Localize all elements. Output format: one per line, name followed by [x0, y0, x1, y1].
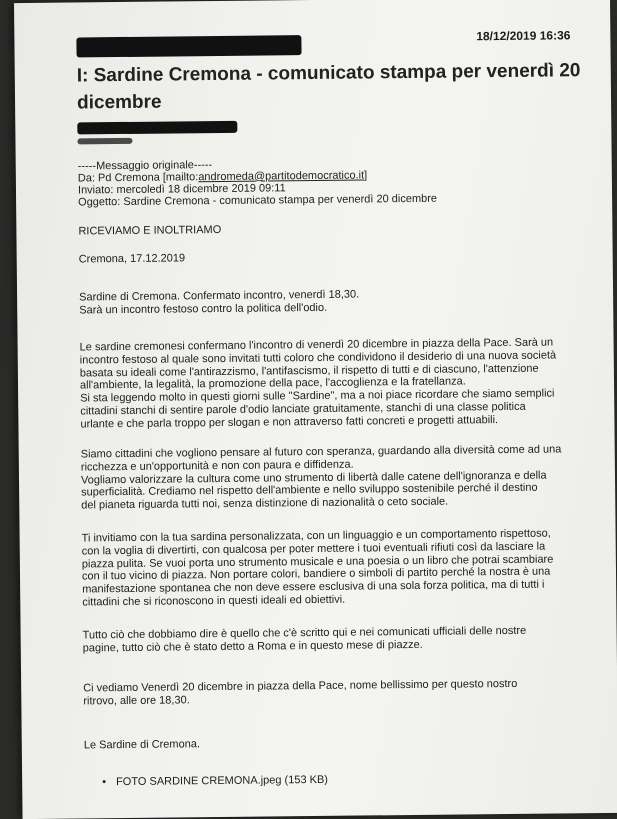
redacted-recipient [77, 121, 237, 135]
paragraph-1: Le sardine cremonesi confermano l'incontro di venerdì 20 dicembre in piazza della Pace. Sarà un incontro festoso al quale sono invitati tutti coloro che condividono il desiderio di una nuova società basata su ideali come l'antirazzismo, l'antifascismo, il rispetto di tutti e di ciascuno, l'attenzione all'ambiente, la legalità, la promozione della pace, l'accoglienza e la fratellanza. Si sta leggendo molto in questi giorni sulle "Sardine", ma a noi piace ricordare che siamo semplici cittadini stanchi di sentire parole d'odio lanciate gratuitamente, stanchi di una classe politica urlante e che parla troppo per slogan e non attraverso fatti concreti e progetti attuabili. [79, 336, 557, 431]
separator: -----Messaggio originale----- [77, 159, 213, 173]
from-email-link[interactable]: andromeda@partitodemocratico.it [198, 169, 365, 184]
paragraph-3: Ti invitiamo con la tua sardina personalizzata, con un linguaggio e un comportamento rispettoso, con la voglia di divertirti, con qualcosa per poter mettere i tuoi eventuali rifiuti così da lasciare la piazza pulita. Se vuoi porta uno strumento musicale e una poesia o un libro che potrai scambiare con il tuo vicino di piazza. Non portare colori, bandiere o simboli di partito perché la nostra è una manifestazione spontanea che non deve essere esclusiva di una sola forza politica, ma di tutti i cittadini che si riconoscono in questi ideali ed obiettivi. [81, 527, 554, 609]
redacted-recipient-line [77, 138, 132, 145]
paragraph-2: Siamo cittadini che vogliono pensare al futuro con speranza, guardando alla diversità come ad una ricchezza e un'opportunità e non con paura e diffidenza. Vogliamo valorizzare la cultura come uno strumento di libertà dalle catene dell'ignoranza e della superficialità. Crediamo nel rispetto dell'ambiente e nello sviluppo sostenibile perché il destino del pianeta riguarda tutti noi, senza distinzione di nazionalità o ceto sociale. [80, 443, 562, 512]
intro-paragraph: Sardine di Cremona. Confermato incontro, venerdì 18,30. Sarà un incontro festoso contro la politica dell'odio. [79, 288, 360, 317]
attachment-label[interactable]: FOTO SARDINE CREMONA.jpeg (153 KB) [115, 773, 328, 789]
forward-note: RICEVIAMO E INOLTRIAMO [78, 223, 222, 238]
sent-line: Inviato: mercoledì 18 dicembre 2019 09:11 [77, 182, 286, 197]
attachment-item[interactable] [102, 774, 328, 788]
subject-line: Oggetto: Sardine Cremona - comunicato stampa per venerdì 20 dicembre [78, 192, 438, 209]
signature: Le Sardine di Cremona. [83, 738, 201, 752]
printed-email-page [14, 0, 617, 819]
place-date: Cremona, 17.12.2019 [78, 252, 186, 266]
bullet-icon: • [102, 776, 107, 789]
redacted-sender [76, 35, 301, 57]
from-line: Da: Pd Cremona [mailto:andromeda@partitodemocratico.it] [77, 169, 368, 185]
paragraph-5: Ci vediamo Venerdì 20 dicembre in piazza della Pace, nome bellissimo per questo nostro ritrovo, alle ore 18,30. [83, 677, 518, 708]
original-message-header [78, 157, 437, 209]
print-datetime: 18/12/2019 16:36 [476, 28, 571, 44]
paragraph-4: Tutto ciò che dobbiamo dire è quello che c'è scritto qui e nei comunicati ufficiali delle nostre pagine, tutto ciò che è stato detto a Roma e in questo mese di piazze. [82, 624, 527, 655]
email-subject: I: Sardine Cremona - comunicato stampa per venerdì 20 dicembre [76, 60, 581, 114]
